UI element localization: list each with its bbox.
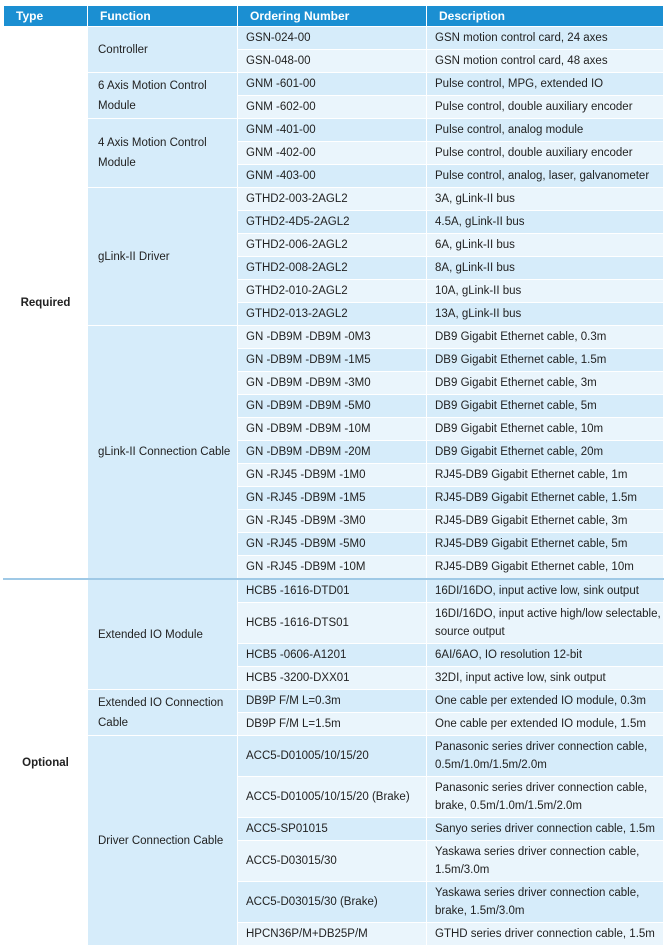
header-function: Function bbox=[88, 6, 238, 27]
function-cell: 6 Axis Motion Control Module bbox=[88, 73, 238, 119]
ordering-number-cell: GN -DB9M -DB9M -10M bbox=[238, 418, 427, 441]
description-cell: RJ45-DB9 Gigabit Ethernet cable, 3m bbox=[427, 510, 664, 533]
description-cell: DB9 Gigabit Ethernet cable, 10m bbox=[427, 418, 664, 441]
description-cell: 6AI/6AO, IO resolution 12-bit bbox=[427, 644, 664, 667]
ordering-number-cell: GTHD2-008-2AGL2 bbox=[238, 257, 427, 280]
ordering-number-cell: GN -RJ45 -DB9M -1M0 bbox=[238, 464, 427, 487]
ordering-number-cell: GNM -601-00 bbox=[238, 73, 427, 96]
ordering-table-container bbox=[3, 5, 663, 946]
description-cell: DB9 Gigabit Ethernet cable, 1.5m bbox=[427, 349, 664, 372]
ordering-number-cell: HCB5 -1616-DTD01 bbox=[238, 579, 427, 603]
description-cell: 3A, gLink-II bus bbox=[427, 188, 664, 211]
ordering-number-cell: GN -RJ45 -DB9M -5M0 bbox=[238, 533, 427, 556]
description-cell: DB9 Gigabit Ethernet cable, 5m bbox=[427, 395, 664, 418]
description-cell: DB9 Gigabit Ethernet cable, 20m bbox=[427, 441, 664, 464]
description-cell: RJ45-DB9 Gigabit Ethernet cable, 10m bbox=[427, 556, 664, 580]
description-cell: Pulse control, double auxiliary encoder bbox=[427, 142, 664, 165]
description-cell: Pulse control, MPG, extended IO bbox=[427, 73, 664, 96]
description-cell: 10A, gLink-II bus bbox=[427, 280, 664, 303]
description-cell: Yaskawa series driver connection cable, brake, 1.5m/3.0m bbox=[427, 882, 664, 923]
description-cell: GSN motion control card, 24 axes bbox=[427, 27, 664, 50]
ordering-table bbox=[3, 5, 664, 946]
ordering-number-cell: ACC5-D03015/30 (Brake) bbox=[238, 882, 427, 923]
description-cell: 8A, gLink-II bus bbox=[427, 257, 664, 280]
description-cell: GSN motion control card, 48 axes bbox=[427, 50, 664, 73]
ordering-number-cell: ACC5-D01005/10/15/20 bbox=[238, 736, 427, 777]
ordering-number-cell: HCB5 -1616-DTS01 bbox=[238, 603, 427, 644]
description-cell: RJ45-DB9 Gigabit Ethernet cable, 5m bbox=[427, 533, 664, 556]
table-row bbox=[4, 188, 664, 211]
description-cell: DB9 Gigabit Ethernet cable, 0.3m bbox=[427, 326, 664, 349]
table-row bbox=[4, 73, 664, 96]
ordering-number-cell: GN -DB9M -DB9M -20M bbox=[238, 441, 427, 464]
table-header-row bbox=[4, 6, 664, 27]
ordering-number-cell: DB9P F/M L=0.3m bbox=[238, 690, 427, 713]
description-cell: Panasonic series driver connection cable, 0.5m/1.0m/1.5m/2.0m bbox=[427, 736, 664, 777]
function-cell: Controller bbox=[88, 27, 238, 73]
ordering-number-cell: GN -DB9M -DB9M -5M0 bbox=[238, 395, 427, 418]
header-type: Type bbox=[4, 6, 88, 27]
description-cell: One cable per extended IO module, 1.5m bbox=[427, 713, 664, 736]
ordering-number-cell: GNM -602-00 bbox=[238, 96, 427, 119]
function-cell: gLink-II Connection Cable bbox=[88, 326, 238, 580]
ordering-number-cell: GN -DB9M -DB9M -1M5 bbox=[238, 349, 427, 372]
ordering-number-cell: HCB5 -3200-DXX01 bbox=[238, 667, 427, 690]
description-cell: Pulse control, analog module bbox=[427, 119, 664, 142]
function-cell: Extended IO Module bbox=[88, 579, 238, 690]
ordering-number-cell: HPCN36P/M+DB25P/M bbox=[238, 923, 427, 946]
table-row bbox=[4, 579, 664, 603]
description-cell: RJ45-DB9 Gigabit Ethernet cable, 1.5m bbox=[427, 487, 664, 510]
description-cell: 6A, gLink-II bus bbox=[427, 234, 664, 257]
ordering-number-cell: DB9P F/M L=1.5m bbox=[238, 713, 427, 736]
description-cell: 32DI, input active low, sink output bbox=[427, 667, 664, 690]
description-cell: GTHD series driver connection cable, 1.5m bbox=[427, 923, 664, 946]
ordering-number-cell: GSN-048-00 bbox=[238, 50, 427, 73]
ordering-number-cell: GTHD2-006-2AGL2 bbox=[238, 234, 427, 257]
ordering-number-cell: GTHD2-013-2AGL2 bbox=[238, 303, 427, 326]
ordering-number-cell: GN -RJ45 -DB9M -10M bbox=[238, 556, 427, 580]
description-cell: Panasonic series driver connection cable, brake, 0.5m/1.0m/1.5m/2.0m bbox=[427, 777, 664, 818]
type-cell: Optional bbox=[4, 579, 88, 946]
table-row bbox=[4, 690, 664, 713]
description-cell: One cable per extended IO module, 0.3m bbox=[427, 690, 664, 713]
ordering-number-cell: GNM -401-00 bbox=[238, 119, 427, 142]
table-row bbox=[4, 27, 664, 50]
description-cell: 13A, gLink-II bus bbox=[427, 303, 664, 326]
ordering-number-cell: HCB5 -0606-A1201 bbox=[238, 644, 427, 667]
ordering-number-cell: ACC5-D01005/10/15/20 (Brake) bbox=[238, 777, 427, 818]
ordering-number-cell: GN -RJ45 -DB9M -1M5 bbox=[238, 487, 427, 510]
function-cell: Extended IO Connection Cable bbox=[88, 690, 238, 736]
table-row bbox=[4, 119, 664, 142]
ordering-number-cell: GN -RJ45 -DB9M -3M0 bbox=[238, 510, 427, 533]
ordering-number-cell: GSN-024-00 bbox=[238, 27, 427, 50]
description-cell: DB9 Gigabit Ethernet cable, 3m bbox=[427, 372, 664, 395]
description-cell: Pulse control, double auxiliary encoder bbox=[427, 96, 664, 119]
ordering-number-cell: GN -DB9M -DB9M -3M0 bbox=[238, 372, 427, 395]
table-row bbox=[4, 736, 664, 777]
description-cell: 16DI/16DO, input active low, sink output bbox=[427, 579, 664, 603]
ordering-number-cell: GTHD2-4D5-2AGL2 bbox=[238, 211, 427, 234]
description-cell: Sanyo series driver connection cable, 1.5m bbox=[427, 818, 664, 841]
function-cell: 4 Axis Motion Control Module bbox=[88, 119, 238, 188]
table-row bbox=[4, 326, 664, 349]
function-cell: gLink-II Driver bbox=[88, 188, 238, 326]
ordering-number-cell: GN -DB9M -DB9M -0M3 bbox=[238, 326, 427, 349]
description-cell: Yaskawa series driver connection cable, 1.5m/3.0m bbox=[427, 841, 664, 882]
ordering-number-cell: ACC5-D03015/30 bbox=[238, 841, 427, 882]
type-cell: Required bbox=[4, 27, 88, 580]
header-description: Description bbox=[427, 6, 664, 27]
ordering-number-cell: GNM -402-00 bbox=[238, 142, 427, 165]
table-body bbox=[4, 27, 664, 946]
description-cell: Pulse control, analog, laser, galvanometer bbox=[427, 165, 664, 188]
description-cell: RJ45-DB9 Gigabit Ethernet cable, 1m bbox=[427, 464, 664, 487]
header-ordering-number: Ordering Number bbox=[238, 6, 427, 27]
ordering-number-cell: ACC5-SP01015 bbox=[238, 818, 427, 841]
description-cell: 16DI/16DO, input active high/low selectable, source output bbox=[427, 603, 664, 644]
ordering-number-cell: GTHD2-010-2AGL2 bbox=[238, 280, 427, 303]
ordering-number-cell: GTHD2-003-2AGL2 bbox=[238, 188, 427, 211]
description-cell: 4.5A, gLink-II bus bbox=[427, 211, 664, 234]
ordering-number-cell: GNM -403-00 bbox=[238, 165, 427, 188]
function-cell: Driver Connection Cable bbox=[88, 736, 238, 946]
